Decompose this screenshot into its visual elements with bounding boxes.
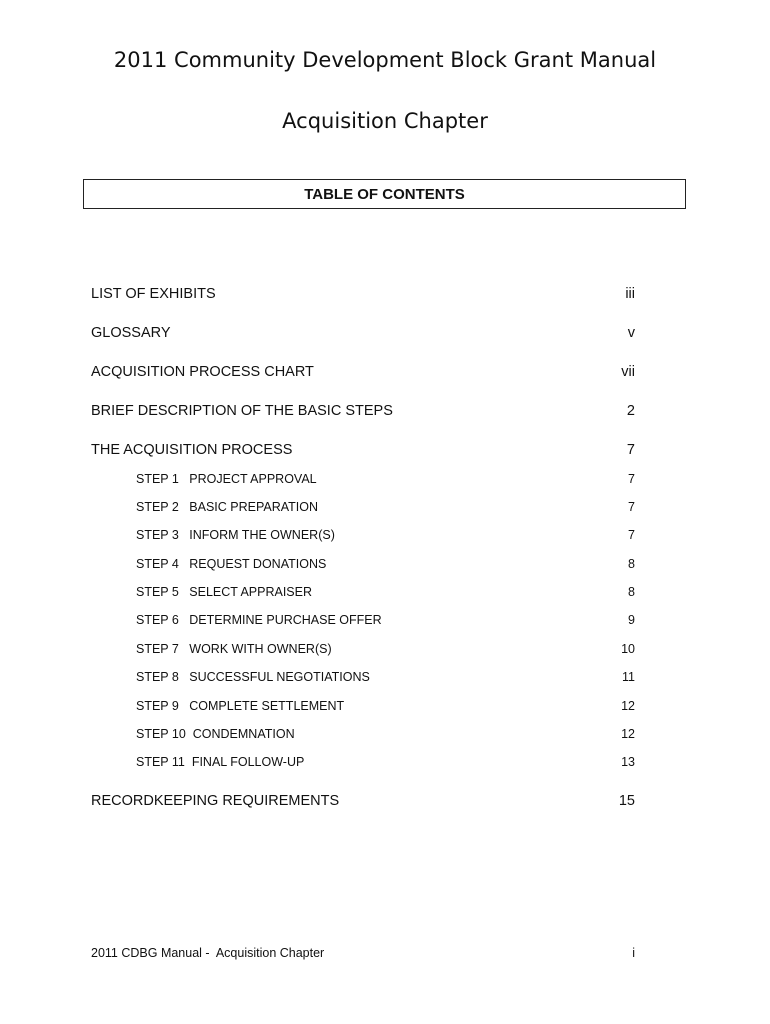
- toc-step-label: STEP 6 DETERMINE PURCHASE OFFER: [136, 613, 382, 627]
- toc-step-label: STEP 9 COMPLETE SETTLEMENT: [136, 699, 345, 713]
- toc-step-page: 7: [628, 500, 635, 514]
- toc-heading: TABLE OF CONTENTS: [304, 186, 465, 203]
- toc-heading-box: [83, 179, 686, 209]
- toc-entry-label: RECORDKEEPING REQUIREMENTS: [91, 793, 340, 809]
- toc-step-page: 12: [621, 727, 635, 741]
- toc-step-page: 7: [628, 528, 635, 542]
- toc-step-label: STEP 7 WORK WITH OWNER(S): [136, 642, 332, 656]
- toc-step-page: 13: [621, 755, 635, 769]
- toc-step-6: [136, 613, 635, 627]
- toc-step-label: STEP 8 SUCCESSFUL NEGOTIATIONS: [136, 670, 370, 684]
- toc-step-8: [136, 670, 635, 684]
- toc-step-page: 8: [628, 557, 635, 571]
- toc-step-page: 12: [621, 699, 635, 713]
- footer-page-number: i: [632, 946, 635, 960]
- toc-step-1: [136, 472, 635, 486]
- toc-entry-label: THE ACQUISITION PROCESS: [91, 442, 293, 458]
- toc-entry-brief-description: [91, 403, 635, 419]
- toc-step-label: STEP 2 BASIC PREPARATION: [136, 500, 318, 514]
- toc-entry-label: GLOSSARY: [91, 325, 171, 341]
- toc-step-page: 8: [628, 585, 635, 599]
- toc-entry-glossary: [91, 325, 635, 341]
- toc-step-label: STEP 1 PROJECT APPROVAL: [136, 472, 317, 486]
- toc-step-2: [136, 500, 635, 514]
- toc-step-4: [136, 557, 635, 571]
- page-footer: [91, 946, 635, 960]
- toc-step-9: [136, 699, 635, 713]
- toc-entry-acquisition-process-chart: [91, 364, 635, 380]
- toc-entry-page: vii: [621, 364, 635, 380]
- toc-step-page: 10: [621, 642, 635, 656]
- toc-step-5: [136, 585, 635, 599]
- footer-doc-label: 2011 CDBG Manual - Acquisition Chapter: [91, 946, 325, 960]
- toc-step-label: STEP 5 SELECT APPRAISER: [136, 585, 313, 599]
- toc-entry-recordkeeping: [91, 793, 635, 809]
- toc-step-page: 9: [628, 613, 635, 627]
- toc-entry-acquisition-process: [91, 442, 635, 458]
- toc-step-label: STEP 3 INFORM THE OWNER(S): [136, 528, 335, 542]
- toc-step-page: 11: [622, 670, 635, 684]
- toc-step-10: [136, 727, 635, 741]
- toc-step-3: [136, 528, 635, 542]
- toc-entry-page: 2: [626, 403, 635, 419]
- toc-entry-page: 7: [626, 442, 635, 458]
- toc-step-label: STEP 10 CONDEMNATION: [136, 727, 295, 741]
- toc-entry-page: 15: [618, 793, 635, 809]
- chapter-title: Acquisition Chapter: [282, 109, 488, 133]
- toc-entry-page: v: [627, 325, 635, 341]
- toc-entry-page: iii: [625, 286, 635, 302]
- toc-step-label: STEP 11 FINAL FOLLOW-UP: [136, 755, 305, 769]
- toc-entry-label: LIST OF EXHIBITS: [91, 286, 216, 302]
- toc-entry-label: ACQUISITION PROCESS CHART: [91, 364, 314, 380]
- toc-step-7: [136, 642, 635, 656]
- document-title: 2011 Community Development Block Grant Manual: [113, 48, 657, 72]
- toc-step-label: STEP 4 REQUEST DONATIONS: [136, 557, 327, 571]
- toc-step-11: [136, 755, 635, 769]
- toc-entry-list-of-exhibits: [91, 286, 635, 302]
- toc-entry-label: BRIEF DESCRIPTION OF THE BASIC STEPS: [91, 403, 393, 419]
- toc-step-page: 7: [628, 472, 635, 486]
